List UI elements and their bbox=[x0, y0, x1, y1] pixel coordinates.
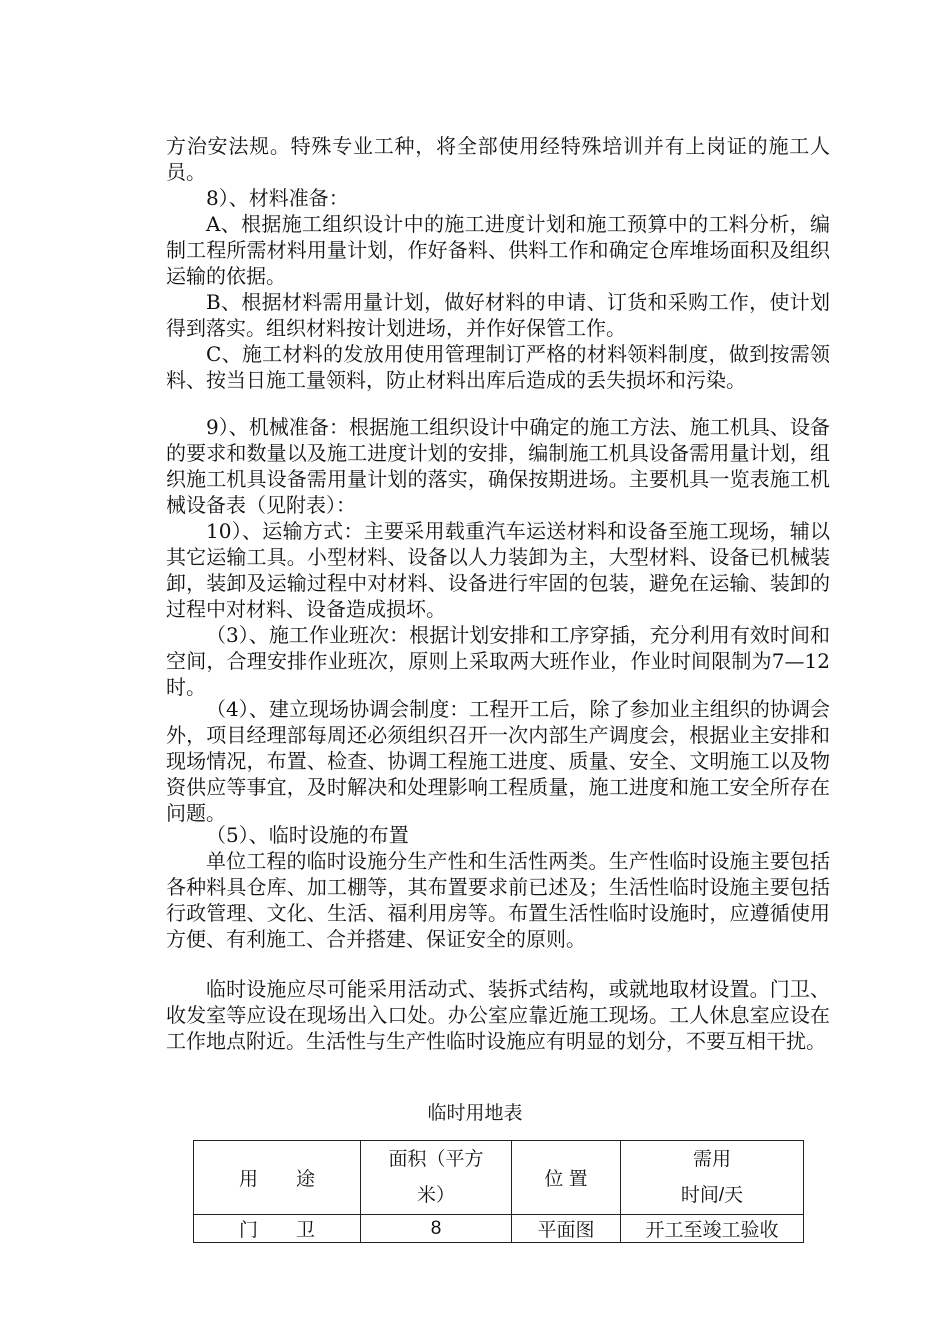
paragraph-material-c: C、施工材料的发放用使用管理制订严格的材料领料制度，做到按需领料、按当日施工量领料，防止材料出库后造成的丢失损坏和污染。 bbox=[166, 342, 830, 392]
table-header-row bbox=[194, 1141, 804, 1215]
paragraph-material-b: B、根据材料需用量计划，做好材料的申请、订货和采购工作，使计划得到落实。组织材料按计划进场，并作好保管工作。 bbox=[166, 290, 830, 340]
header-area-line2: 米） bbox=[416, 1184, 455, 1206]
paragraph-transport: 10）、运输方式：主要采用载重汽车运送材料和设备至施工现场，辅以其它运输工具。小型材料、设备以人力装卸为主，大型材料、设备已机械装卸，装卸及运输过程中对材料、设备进行牢固的包装，避免在运输、装卸的过程中对材料、设备造成损坏。 bbox=[166, 519, 830, 621]
header-time-line1: 需用 bbox=[692, 1148, 731, 1170]
paragraph-material-prep-heading: 8）、材料准备： bbox=[206, 186, 349, 210]
header-time-line2: 时间/天 bbox=[680, 1184, 744, 1206]
paragraph-temp-facilities-types: 单位工程的临时设施分生产性和生活性两类。生产性临时设施主要包括各种料具仓库、加工棚等，其布置要求前已述及；生活性临时设施主要包括行政管理、文化、生活、福利用房等。布置生活性临时设施时，应遵循使用方便、有利施工、合并搭建、保证安全的原则。 bbox=[166, 849, 830, 951]
cell-area: 8 bbox=[361, 1215, 512, 1243]
table-row bbox=[194, 1215, 804, 1243]
header-use: 用 途 bbox=[194, 1141, 361, 1215]
header-area-line1: 面积（平方 bbox=[388, 1148, 484, 1170]
table-caption: 临时用地表 bbox=[427, 1103, 523, 1124]
cell-location: 平面图 bbox=[512, 1215, 621, 1243]
header-location: 位 置 bbox=[512, 1141, 621, 1215]
paragraph-material-a: A、根据施工组织设计中的施工进度计划和施工预算中的工料分析，编制工程所需材料用量计划，作好备料、供料工作和确定仓库堆场面积及组织运输的依据。 bbox=[166, 212, 830, 288]
paragraph-coordination-meeting: （4）、建立现场协调会制度：工程开工后，除了参加业主组织的协调会外，项目经理部每周还必须组织召开一次内部生产调度会，根据业主安排和现场情况，布置、检查、协调工程施工进度、质量、安全、文明施工以及物资供应等事宜，及时解决和处理影响工程质量，施工进度和施工安全所存在问题。 bbox=[166, 697, 830, 825]
paragraph-work-shifts: （3）、施工作业班次：根据计划安排和工序穿插，充分利用有效时间和空间，合理安排作业班次，原则上采取两大班作业，作业时间限制为7—12时。 bbox=[166, 623, 830, 699]
cell-time: 开工至竣工验收 bbox=[621, 1215, 804, 1243]
header-area bbox=[361, 1141, 512, 1215]
paragraph-temp-facilities-structure: 临时设施应尽可能采用活动式、装拆式结构，或就地取材设置。门卫、收发室等应设在现场出入口处。办公室应靠近施工现场。工人休息室应设在工作地点附近。生活性与生产性临时设施应有明显的划分，不要互相干扰。 bbox=[166, 977, 830, 1053]
paragraph-temp-facilities-heading: （5）、临时设施的布置 bbox=[206, 823, 409, 847]
paragraph-security-regulations: 方治安法规。特殊专业工种，将全部使用经特殊培训并有上岗证的施工人员。 bbox=[166, 134, 830, 184]
header-time bbox=[621, 1141, 804, 1215]
temporary-land-table bbox=[193, 1140, 804, 1243]
cell-use: 门 卫 bbox=[194, 1215, 361, 1243]
paragraph-machinery-prep: 9）、机械准备：根据施工组织设计中确定的施工方法、施工机具、设备的要求和数量以及施工进度计划的安排，编制施工机具设备需用量计划，组织施工机具设备需用量计划的落实，确保按期进场。主要机具一览表施工机械设备表（见附表）： bbox=[166, 415, 830, 517]
